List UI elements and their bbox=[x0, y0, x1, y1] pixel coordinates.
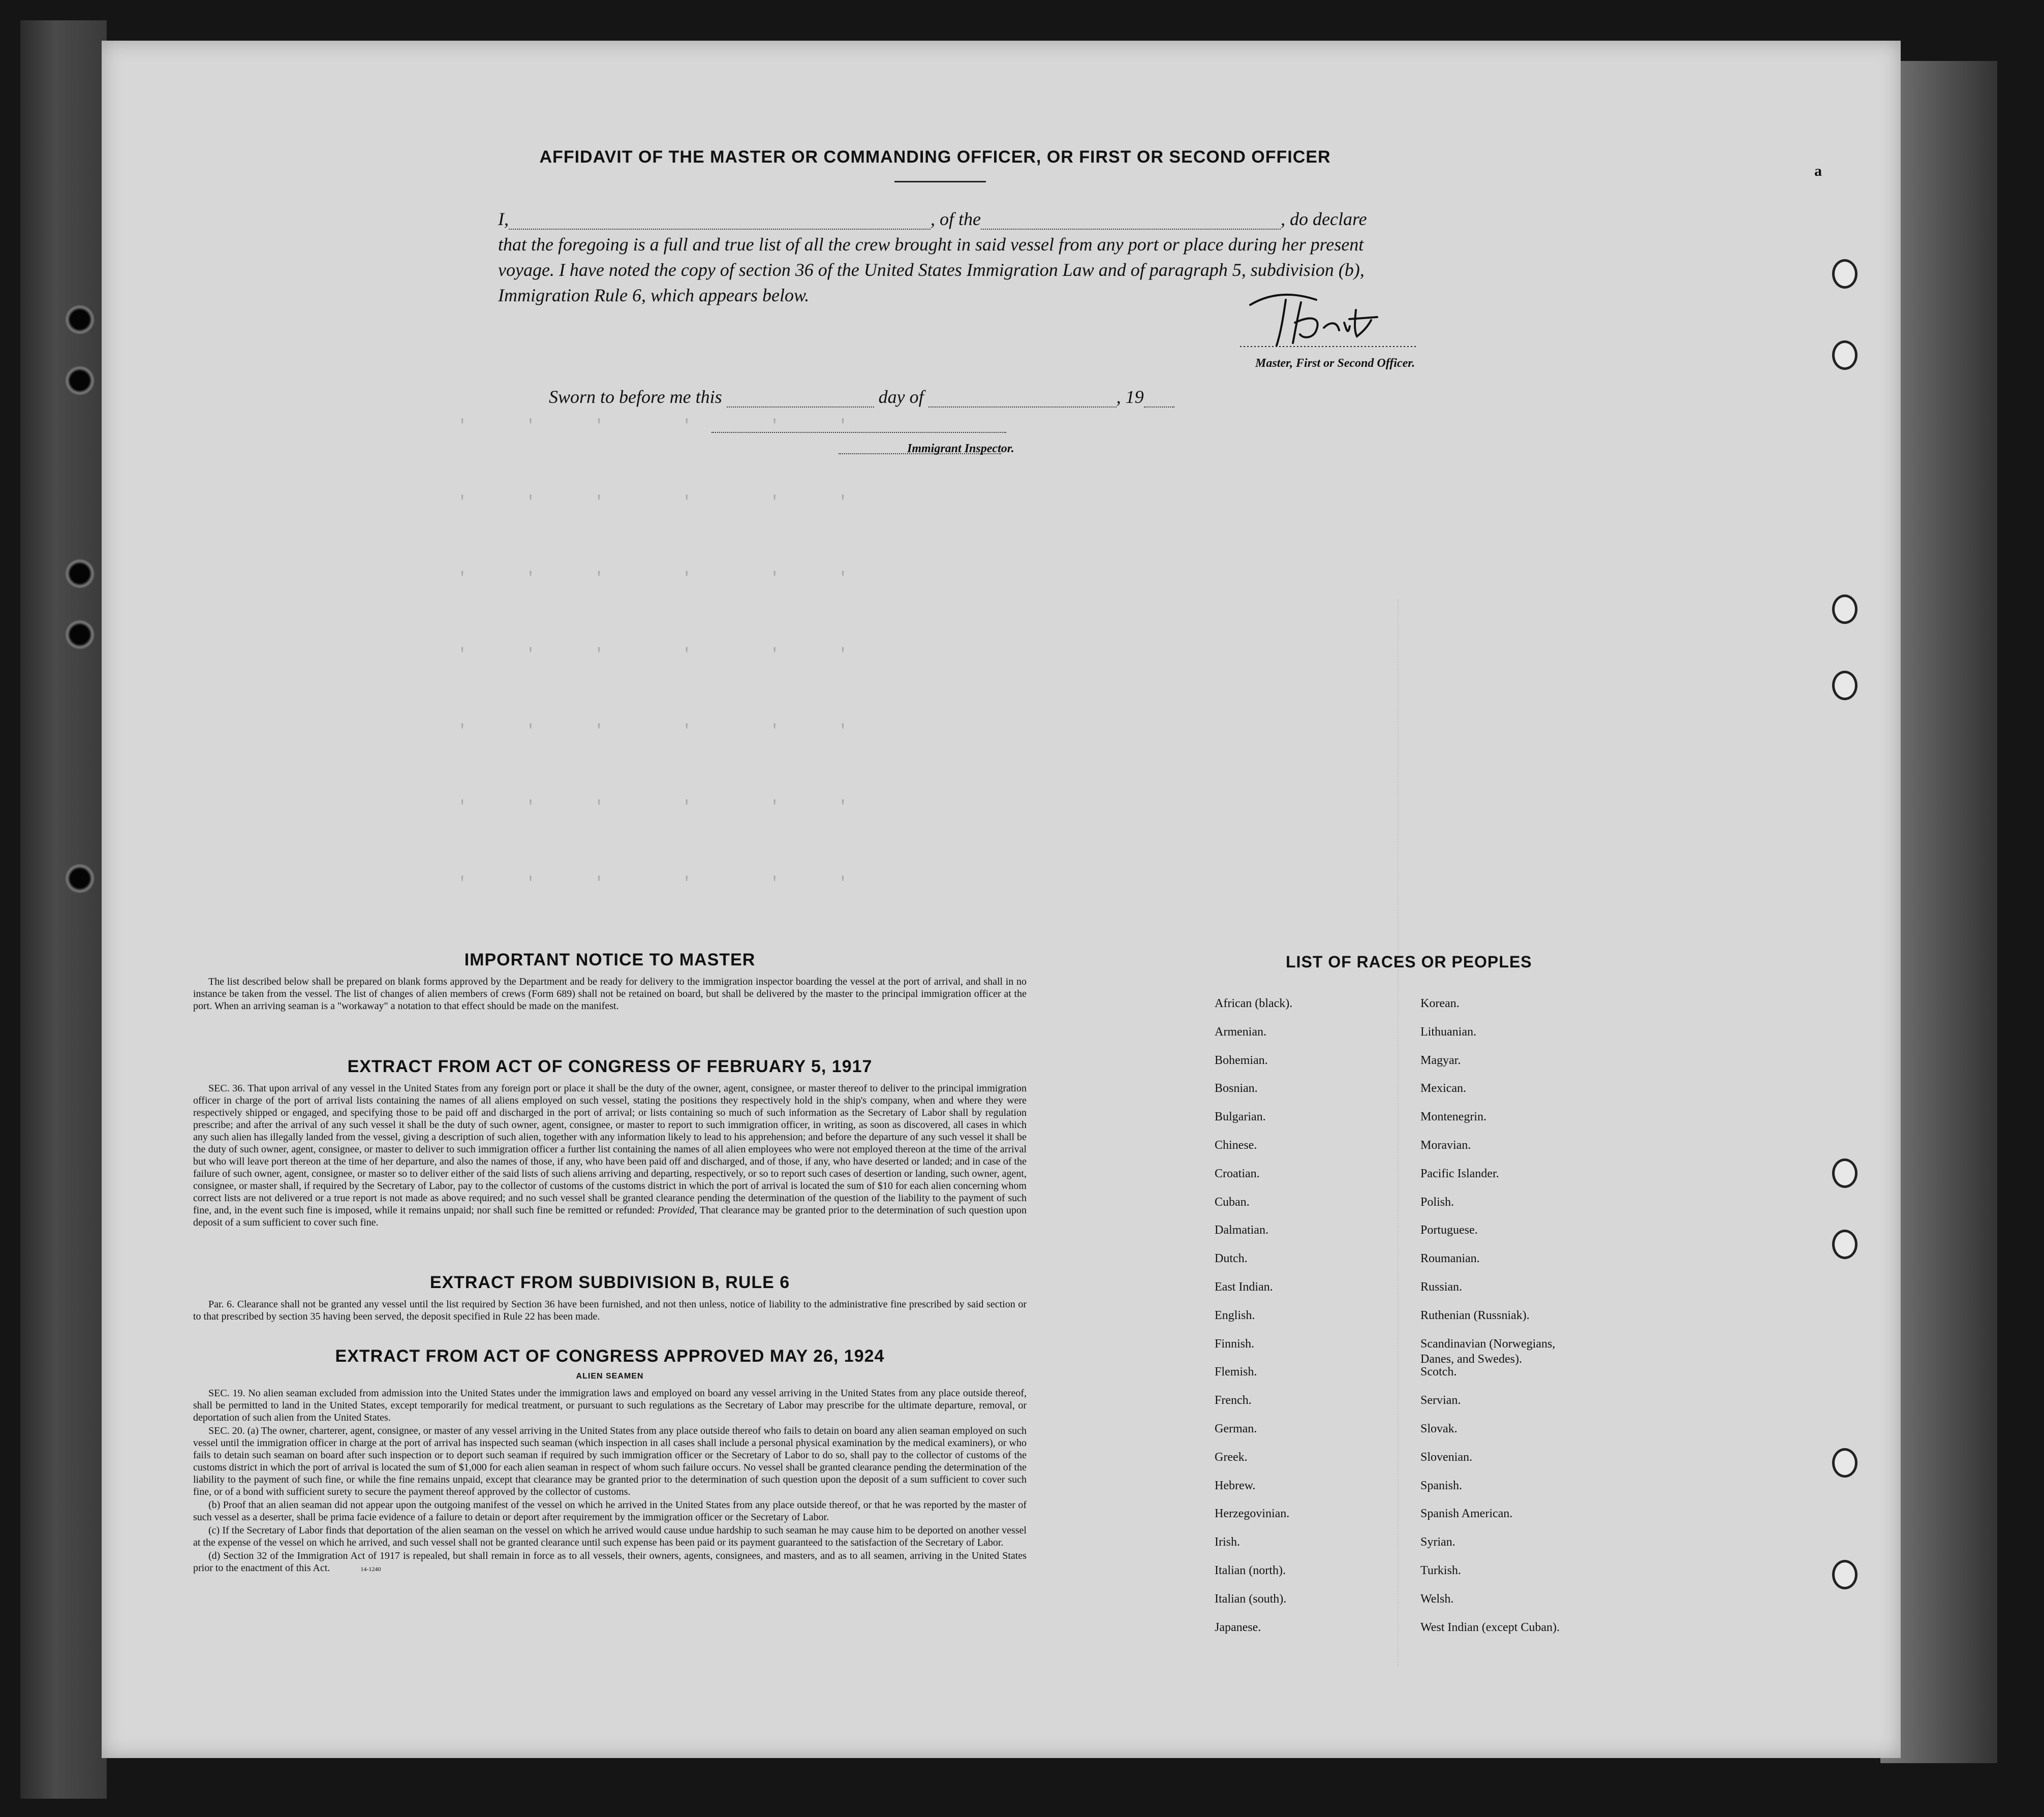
inspector-caption: Immigrant Inspector. bbox=[907, 442, 1014, 455]
race-entry: Russian. bbox=[1420, 1280, 1463, 1294]
race-entry: Portuguese. bbox=[1420, 1224, 1478, 1237]
race-entry: Scotch. bbox=[1420, 1365, 1457, 1379]
race-entry: Polish. bbox=[1420, 1195, 1454, 1209]
proviso-word: Provided, bbox=[657, 1205, 697, 1216]
race-entry: Italian (north). bbox=[1215, 1564, 1286, 1577]
binder-hole bbox=[65, 559, 95, 588]
race-entry: Scandinavian (Norwegians, bbox=[1420, 1337, 1556, 1351]
vessel-name-blank bbox=[981, 213, 1281, 230]
bleed-through-marks: ' ' ' ' ' ' bbox=[457, 569, 848, 588]
sworn-year-blank bbox=[1144, 391, 1174, 408]
affidavit-of-the: , of the bbox=[931, 209, 981, 229]
race-entry: Irish. bbox=[1215, 1536, 1240, 1549]
race-entry: East Indian. bbox=[1215, 1280, 1273, 1294]
affidavit-line-3: voyage. I have noted the copy of section 36 of the United States Immigration Law and of paragraph 5, subdivision (b), bbox=[498, 260, 1365, 280]
affidavit-i: I, bbox=[498, 209, 509, 229]
section-19-paragraph: SEC. 19. No alien seaman excluded from admission into the United States under the immigration laws and employed on board any vessel arriving in the United States from any place outside thereof, shall be permitted to land in the United States, except temporarily for medical treatment, or pursuant to such regulations as the Secretary of Labor may prescribe for the ultimate departure, removal, or deportation of such alien from the United States. bbox=[193, 1388, 1027, 1423]
section-20a-paragraph: SEC. 20. (a) The owner, charterer, agent, consignee, or master of any vessel arriving in the United States from any place outside thereof who fails to detain on board any alien seaman employed on such vessel until the immigration officer in charge at the port of arrival has inspected such seaman (which inspection in all cases shall include a personal physical examination by the medical examiners), or who fails to detain such seaman on board after such inspection or to deport such seaman if required by such immigration officer or the Secretary of Labor to do so, shall pay to the collector of customs of the customs district in which the port of arrival is located the sum of $1,000 for each alien seaman in respect of whom such failure occurs. No vessel shall be granted clearance pending the determination of the liability to the payment of such fine, or while the fine remains unpaid, except that clearance may be granted prior to the determination of such question upon the deposit of a sum sufficient to cover such fine, or of a bond with sufficient surety to secure the payment thereof approved by the collector of customs. bbox=[193, 1425, 1027, 1497]
title-rule bbox=[894, 181, 986, 182]
punch-hole bbox=[1832, 1448, 1857, 1478]
sworn-year: , 19 bbox=[1116, 387, 1144, 407]
punch-hole bbox=[1832, 340, 1857, 370]
bleed-through-marks: ' ' ' ' ' ' bbox=[457, 874, 848, 893]
bleed-through-marks: ' ' ' ' ' ' bbox=[457, 798, 848, 817]
signature-caption: Master, First or Second Officer. bbox=[1255, 357, 1415, 370]
extract-1924-text bbox=[193, 1387, 1027, 1575]
officer-signature bbox=[1240, 279, 1433, 356]
section-20b-paragraph: (b) Proof that an alien seaman did not appear upon the outgoing manifest of the vessel on which he arrived in the United States from any place outside thereof, or that he was reported by the master of such vessel as a deserter, shall be prima facie evidence of a failure to detain or deport after requirement by the immigration officer or the Secretary of Labor. bbox=[193, 1499, 1027, 1523]
race-entry: Ruthenian (Russniak). bbox=[1420, 1308, 1530, 1322]
race-entry: Dalmatian. bbox=[1215, 1224, 1268, 1237]
race-entry: Lithuanian. bbox=[1420, 1025, 1476, 1039]
race-entry: Croatian. bbox=[1215, 1167, 1260, 1180]
race-entry: Spanish. bbox=[1420, 1479, 1463, 1492]
form-number: 14-1240 bbox=[360, 1565, 381, 1573]
binder-strip bbox=[20, 20, 107, 1799]
sworn-month-blank bbox=[928, 391, 1117, 408]
race-entry: Dutch. bbox=[1215, 1252, 1248, 1266]
race-entry: Italian (south). bbox=[1215, 1592, 1287, 1606]
section-20d-text: (d) Section 32 of the Immigration Act of 1917 is repealed, but shall remain in force as to all vessels, their owners, agents, consignees, and masters, and as to all seamen, arriving in the United States prior to the enactment of this Act. bbox=[193, 1550, 1027, 1574]
race-entry: Pacific Islander. bbox=[1420, 1167, 1499, 1180]
bleed-through-column-rule bbox=[1398, 600, 1805, 1667]
binder-hole bbox=[65, 620, 95, 649]
bleed-through-marks: ' ' ' ' ' ' bbox=[457, 417, 848, 435]
punch-hole bbox=[1832, 594, 1857, 624]
extract-1917-title: EXTRACT FROM ACT OF CONGRESS OF FEBRUARY 5, 1917 bbox=[347, 1057, 873, 1076]
race-entry: Korean. bbox=[1420, 997, 1460, 1010]
race-entry: Mexican. bbox=[1420, 1082, 1466, 1095]
form-page bbox=[102, 41, 1901, 1758]
affidavit-title: AFFIDAVIT OF THE MASTER OR COMMANDING OFFICER, OR FIRST OR SECOND OFFICER bbox=[539, 147, 1331, 167]
notice-paragraph: The list described below shall be prepared on blank forms approved by the Department and be ready for delivery to the immigration inspector boarding the vessel at the port of arrival, and shall in no instance be taken from the vessel. The list of changes of alien members of crews (Form 689) shall not be retained on board, but shall be delivered by the master to the principal immigration officer at the port. When an arriving seaman is a "workaway" a notation to that effect should be made on the manifest. bbox=[193, 976, 1027, 1012]
race-entry: Chinese. bbox=[1215, 1139, 1257, 1152]
sworn-line bbox=[549, 386, 1174, 408]
binder-hole bbox=[65, 305, 95, 334]
extract-1924-title: EXTRACT FROM ACT OF CONGRESS APPROVED MAY 26, 1924 bbox=[335, 1346, 885, 1366]
race-entry: African (black). bbox=[1215, 997, 1293, 1010]
punch-hole bbox=[1832, 1230, 1857, 1259]
race-entry: Hebrew. bbox=[1215, 1479, 1256, 1492]
section-20d-paragraph bbox=[193, 1550, 1027, 1574]
race-entry: West Indian (except Cuban). bbox=[1420, 1620, 1560, 1634]
race-entry: Roumanian. bbox=[1420, 1252, 1480, 1266]
race-entry: Bulgarian. bbox=[1215, 1110, 1266, 1124]
punch-hole bbox=[1832, 1560, 1857, 1589]
race-entry: Herzegovinian. bbox=[1215, 1507, 1290, 1521]
rule6-paragraph: Par. 6. Clearance shall not be granted any vessel until the list required by Section 36 have been furnished, and not then unless, notice of liability to the administrative fine prescribed by said section or to that prescribed by section 35 having been served, the deposit specified in Rule 22 has been made. bbox=[193, 1299, 1027, 1322]
extract-rule6-title: EXTRACT FROM SUBDIVISION B, RULE 6 bbox=[429, 1273, 790, 1292]
punch-hole bbox=[1832, 671, 1857, 700]
race-entry: Japanese. bbox=[1215, 1620, 1261, 1634]
affidavit-declare: , do declare bbox=[1280, 209, 1367, 229]
race-entry: Syrian. bbox=[1420, 1536, 1455, 1549]
race-entry: German. bbox=[1215, 1422, 1257, 1435]
race-entry: French. bbox=[1215, 1394, 1252, 1407]
proviso-rest: That clearance may be granted prior to the determination of such question upon deposit of a sum sufficient to cover such fine. bbox=[193, 1205, 1027, 1228]
races-title: LIST OF RACES OR PEOPLES bbox=[1286, 953, 1532, 971]
race-entry: Bosnian. bbox=[1215, 1082, 1258, 1095]
section-36-body: SEC. 36. That upon arrival of any vessel in the United States from any foreign port or place it shall be the duty of the owner, agent, consignee, or master thereof to deliver to the principal immigration officer in charge of the port of arrival lists containing the names of all aliens employed on such vessel, stating the positions they respectively hold in the ship's company, when and where they were respectively shipped or engaged, and specifying those to be paid off and discharged in the port of arrival; or lists containing so much of such information as the Secretary of Labor shall by regulation prescribe; and after the arrival of any such vessel it shall be the duty of such owner, agent, consignee, or master to report to such immigration officer, in writing, as soon as discovered, all cases in which any such alien has illegally landed from the vessel, giving a description of such alien, together with any information likely to lead to his apprehension; and before the departure of any such vessel it shall be the duty of such owner, agent, consignee, or master to deliver to such immigration officer a further list containing the names of all alien employees who were not employed thereon at the time of the arrival but who will leave port thereon at the time of her departure, and also the names of those, if any, who have been paid off and discharged, and of those, if any, who have deserted or landed; and in case of the failure of such owner, agent, consignee, or master so to deliver either of the said lists of such aliens arriving and departing, respectively, or so to report such cases of desertion or landing, such owner, agent, consignee, or master shall, if required by the Secretary of Labor, pay to the collector of customs of the customs district in which the port of arrival is located the sum of $10 for each alien concerning whom correct lists are not delivered or a true report is not made as above required; and no such vessel shall be granted clearance pending the determination of the question of the liability to the payment of such fine, and, in the event such fine is imposed, while it remains unpaid; nor shall such fine be remitted or refunded: bbox=[193, 1083, 1027, 1216]
section-36-paragraph bbox=[193, 1082, 1027, 1229]
race-entry: Finnish. bbox=[1215, 1337, 1255, 1351]
punch-hole bbox=[1832, 1158, 1857, 1188]
race-entry: Moravian. bbox=[1420, 1139, 1471, 1152]
race-entry: Greek. bbox=[1215, 1450, 1248, 1464]
race-entry: Armenian. bbox=[1215, 1025, 1266, 1039]
race-entry: Cuban. bbox=[1215, 1195, 1250, 1209]
bleed-through-marks: ' ' ' ' ' ' bbox=[457, 722, 848, 740]
race-entry: Slovak. bbox=[1420, 1422, 1458, 1435]
binder-hole bbox=[65, 366, 95, 395]
extract-1924-subtitle: ALIEN SEAMEN bbox=[576, 1372, 644, 1381]
corner-mark: a bbox=[1814, 163, 1822, 179]
bleed-through-marks: ' ' ' ' ' ' bbox=[457, 645, 848, 664]
race-entry: Slovenian. bbox=[1420, 1450, 1472, 1464]
punch-hole bbox=[1832, 259, 1857, 289]
sworn-day-of: day of bbox=[878, 387, 924, 407]
affidavit-line-4: Immigration Rule 6, which appears below. bbox=[498, 285, 810, 305]
sworn-date-blank bbox=[727, 391, 874, 408]
race-entry: Welsh. bbox=[1420, 1592, 1454, 1606]
race-entry: Montenegrin. bbox=[1420, 1110, 1486, 1124]
section-20c-paragraph: (c) If the Secretary of Labor finds that deportation of the alien seaman on the vessel on which he arrived would cause undue hardship to such seaman he may cause him to be deported on another vessel at the expense of the vessel on which he arrived, and such vessel shall not be granted clearance until such expense has been paid or its payment guaranteed to the satisfaction of the Secretary of Labor. bbox=[193, 1525, 1027, 1548]
inspector-signature-line bbox=[711, 432, 1006, 433]
race-entry: Spanish American. bbox=[1420, 1507, 1513, 1521]
race-entry: Servian. bbox=[1420, 1394, 1461, 1407]
race-entry: Bohemian. bbox=[1215, 1053, 1268, 1067]
bleed-through-marks: ' ' ' ' ' ' bbox=[457, 493, 848, 512]
extract-1917-text bbox=[193, 1082, 1027, 1230]
notice-title: IMPORTANT NOTICE TO MASTER bbox=[464, 950, 756, 969]
sworn-prefix: Sworn to before me this bbox=[549, 387, 722, 407]
notice-text bbox=[193, 976, 1027, 1013]
affidavit-line-2: that the foregoing is a full and true list of all the crew brought in said vessel from any port or place during her present bbox=[498, 234, 1364, 255]
race-entry: English. bbox=[1215, 1308, 1255, 1322]
race-entry: Turkish. bbox=[1420, 1564, 1461, 1577]
race-entry: Flemish. bbox=[1215, 1365, 1257, 1379]
officer-name-blank bbox=[509, 213, 931, 230]
race-entry: Magyar. bbox=[1420, 1053, 1461, 1067]
affidavit-declaration-line bbox=[498, 208, 1367, 230]
race-entry: Danes, and Swedes). bbox=[1420, 1352, 1522, 1366]
extract-rule6-text bbox=[193, 1298, 1027, 1324]
binder-hole bbox=[65, 864, 95, 893]
